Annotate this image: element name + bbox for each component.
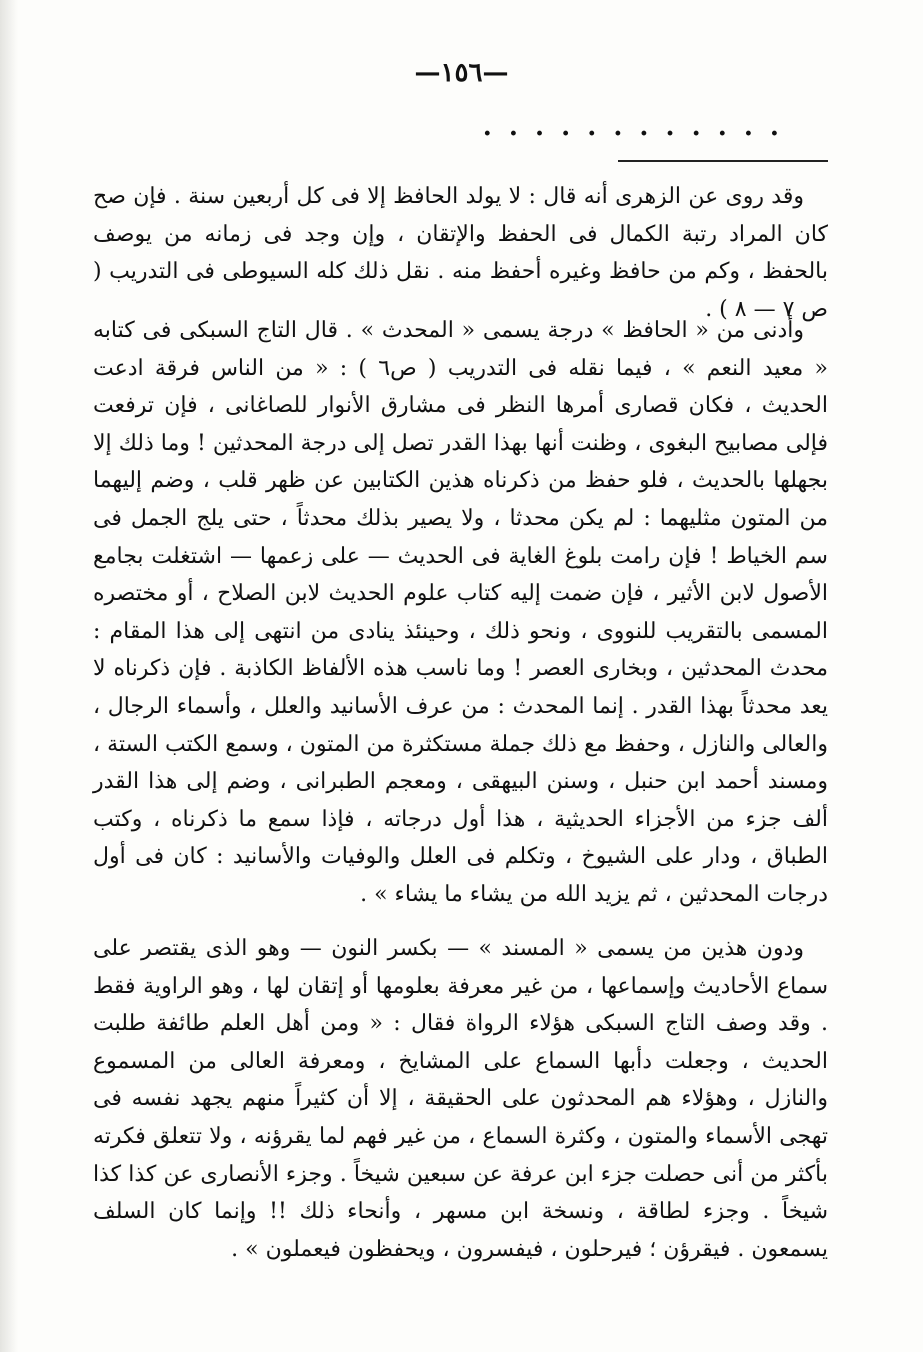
page-number: —١٥٦— (414, 58, 509, 88)
paragraph-musnid (93, 930, 828, 1268)
paragraph-text: وقد روى عن الزهرى أنه قال : لا يولد الحافظ إلا فى كل أربعين سنة . فإن صح كان المراد رتبة الكمال فى الحفظ والإتقان ، وإن وجد فى زمانه من يوصف بالحفظ ، وكم من حافظ وغيره أحفظ منه . نقل ذلك كله السيوطى فى التدريب ( ص ٧ — ٨ ) . (93, 184, 828, 322)
scan-edge-shadow (0, 0, 18, 1352)
separator-rule (618, 160, 828, 162)
paragraph-muhaddith (93, 312, 828, 914)
paragraph-text: ودون هذين من يسمى « المسند » — بكسر النون — وهو الذى يقتصر على سماع الأحاديث وإسماعها ، من غير معرفة بعلومها أو إتقان لها ، وهو الراوية فقط . وقد وصف التاج السبكى هؤلاء الرواة فقال : « ومن أهل العلم طائفة طلبت الحديث ، وجعلت دأبها السماع على المشايخ ، ومعرفة العالى من المسموع والنازل ، وهؤلاء هم المحدثون على الحقيقة ، إلا أن كثيراً منهم يجهد نفسه فى تهجى الأسماء والمتون ، وكثرة السماع ، من غير فهم لما يقرؤنه ، ولا تتعلق فكرته بأكثر من أنى حصلت جزء ابن عرفة عن سبعين شيخاً . وجزء الأنصارى عن كذا كذا شيخاً . وجزء لطاقة ، ونسخة ابن مسهر ، وأنحاء ذلك !! وإنما كان السلف يسمعون . فيقرؤن ؛ فيرحلون ، فيفسرون ، ويحفظون فيعملون » . (93, 936, 828, 1262)
ellipsis-continuation: . . . . . . . . . . . . (482, 112, 783, 142)
paragraph-text: وأدنى من « الحافظ » درجة يسمى « المحدث » . قال التاج السبكى فى كتابه « معيد النعم » ، فيما نقله فى التدريب ( ص٦ ) : « من الناس فرقة ادعت الحديث ، فكان قصارى أمرها النظر فى مشارق الأنوار للصاغانى ، فإن ترفعت فإلى مصابيح البغوى ، وظنت أنها بهذا القدر تصل إلى درجة المحدثين ! وما ذلك إلا بجهلها بالحديث ، فلو حفظ من ذكرناه هذين الكتابين عن ظهر قلب ، وضم إليهما من المتون مثليهما : لم يكن محدثا ، ولا يصير بذلك محدثاً ، حتى يلج الجمل فى سم الخياط ! فإن رامت بلوغ الغاية فى الحديث — على زعمها — اشتغلت بجامع الأصول لابن الأثير ، فإن ضمت إليه كتاب علوم الحديث لابن الصلاح ، أو مختصره المسمى بالتقريب للنووى ، ونحو ذلك ، وحينئذ ينادى من انتهى إلى هذا المقام : محدث المحدثين ، وبخارى العصر ! وما ناسب هذه الألفاظ الكاذبة . فإن ذكرناه لا يعد محدثاً بهذا القدر . إنما المحدث : من عرف الأسانيد والعلل ، وأسماء الرجال ، والعالى والنازل ، وحفظ مع ذلك جملة مستكثرة من المتون ، وسمع الكتب الستة ، ومسند أحمد ابن حنبل ، وسنن البيهقى ، ومعجم الطبرانى ، وضم إلى هذا القدر ألف جزء من الأجزاء الحديثية ، هذا أول درجاته ، فإذا سمع ما ذكرناه ، وكتب الطباق ، ودار على الشيوخ ، وتكلم فى العلل والوفيات والأسانيد : كان فى أول درجات المحدثين ، ثم يزيد الله من يشاء ما يشاء » . (93, 318, 828, 907)
paragraph-zuhri-quote (93, 178, 828, 328)
